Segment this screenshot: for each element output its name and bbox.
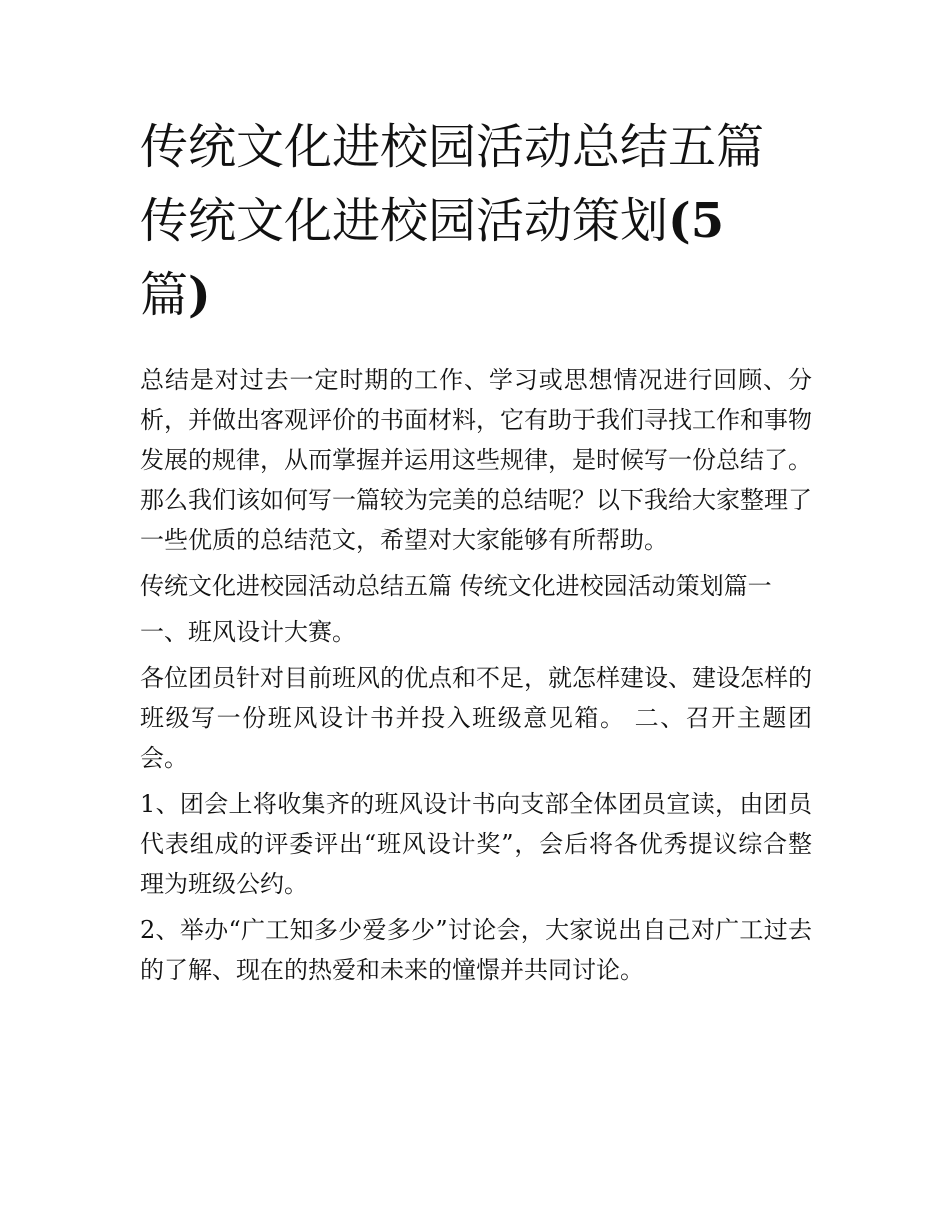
document-page [140,110,812,996]
title-line-2: 传统文化进校园活动策划 [140,193,669,249]
paragraph-intro: 总结是对过去一定时期的工作、学习或思想情况进行回顾、分析，并做出客观评价的书面材料，它有助于我们寻找工作和事物发展的规律，从而掌握并运用这些规律，是时候写一份总结了。那么我们该如何写一篇较为完美的总结呢？以下我给大家整理了一些优质的总结范文，希望对大家能够有所帮助。 [140,366,812,554]
title-line-3-bold: ) [188,267,211,323]
title-line-2-bold: (5 [668,193,725,249]
paragraph-point-1: 1、团会上将收集齐的班风设计书向支部全体团员宣读，由团员代表组成的评委评出“班风设计奖”，会后将各优秀提议综合整理为班级公约。 [140,790,812,898]
paragraph-section-heading: 传统文化进校园活动总结五篇 传统文化进校园活动策划篇一 [140,572,772,600]
title-line-3: 篇 [140,267,189,323]
document-body [140,360,812,990]
title-line-1: 传统文化进校园活动总结五篇 [140,119,765,175]
document-title [140,110,812,332]
paragraph-item-1-heading: 一、班风设计大赛。 [140,618,356,646]
paragraph-point-2: 2、举办“广工知多少爱多少”讨论会，大家说出自己对广工过去的了解、现在的热爱和未来的憧憬并共同讨论。 [140,916,812,984]
paragraph-item-1-body: 各位团员针对目前班风的优点和不足，就怎样建设、建设怎样的班级写一份班风设计书并投入班级意见箱。 二、召开主题团会。 [140,664,812,772]
